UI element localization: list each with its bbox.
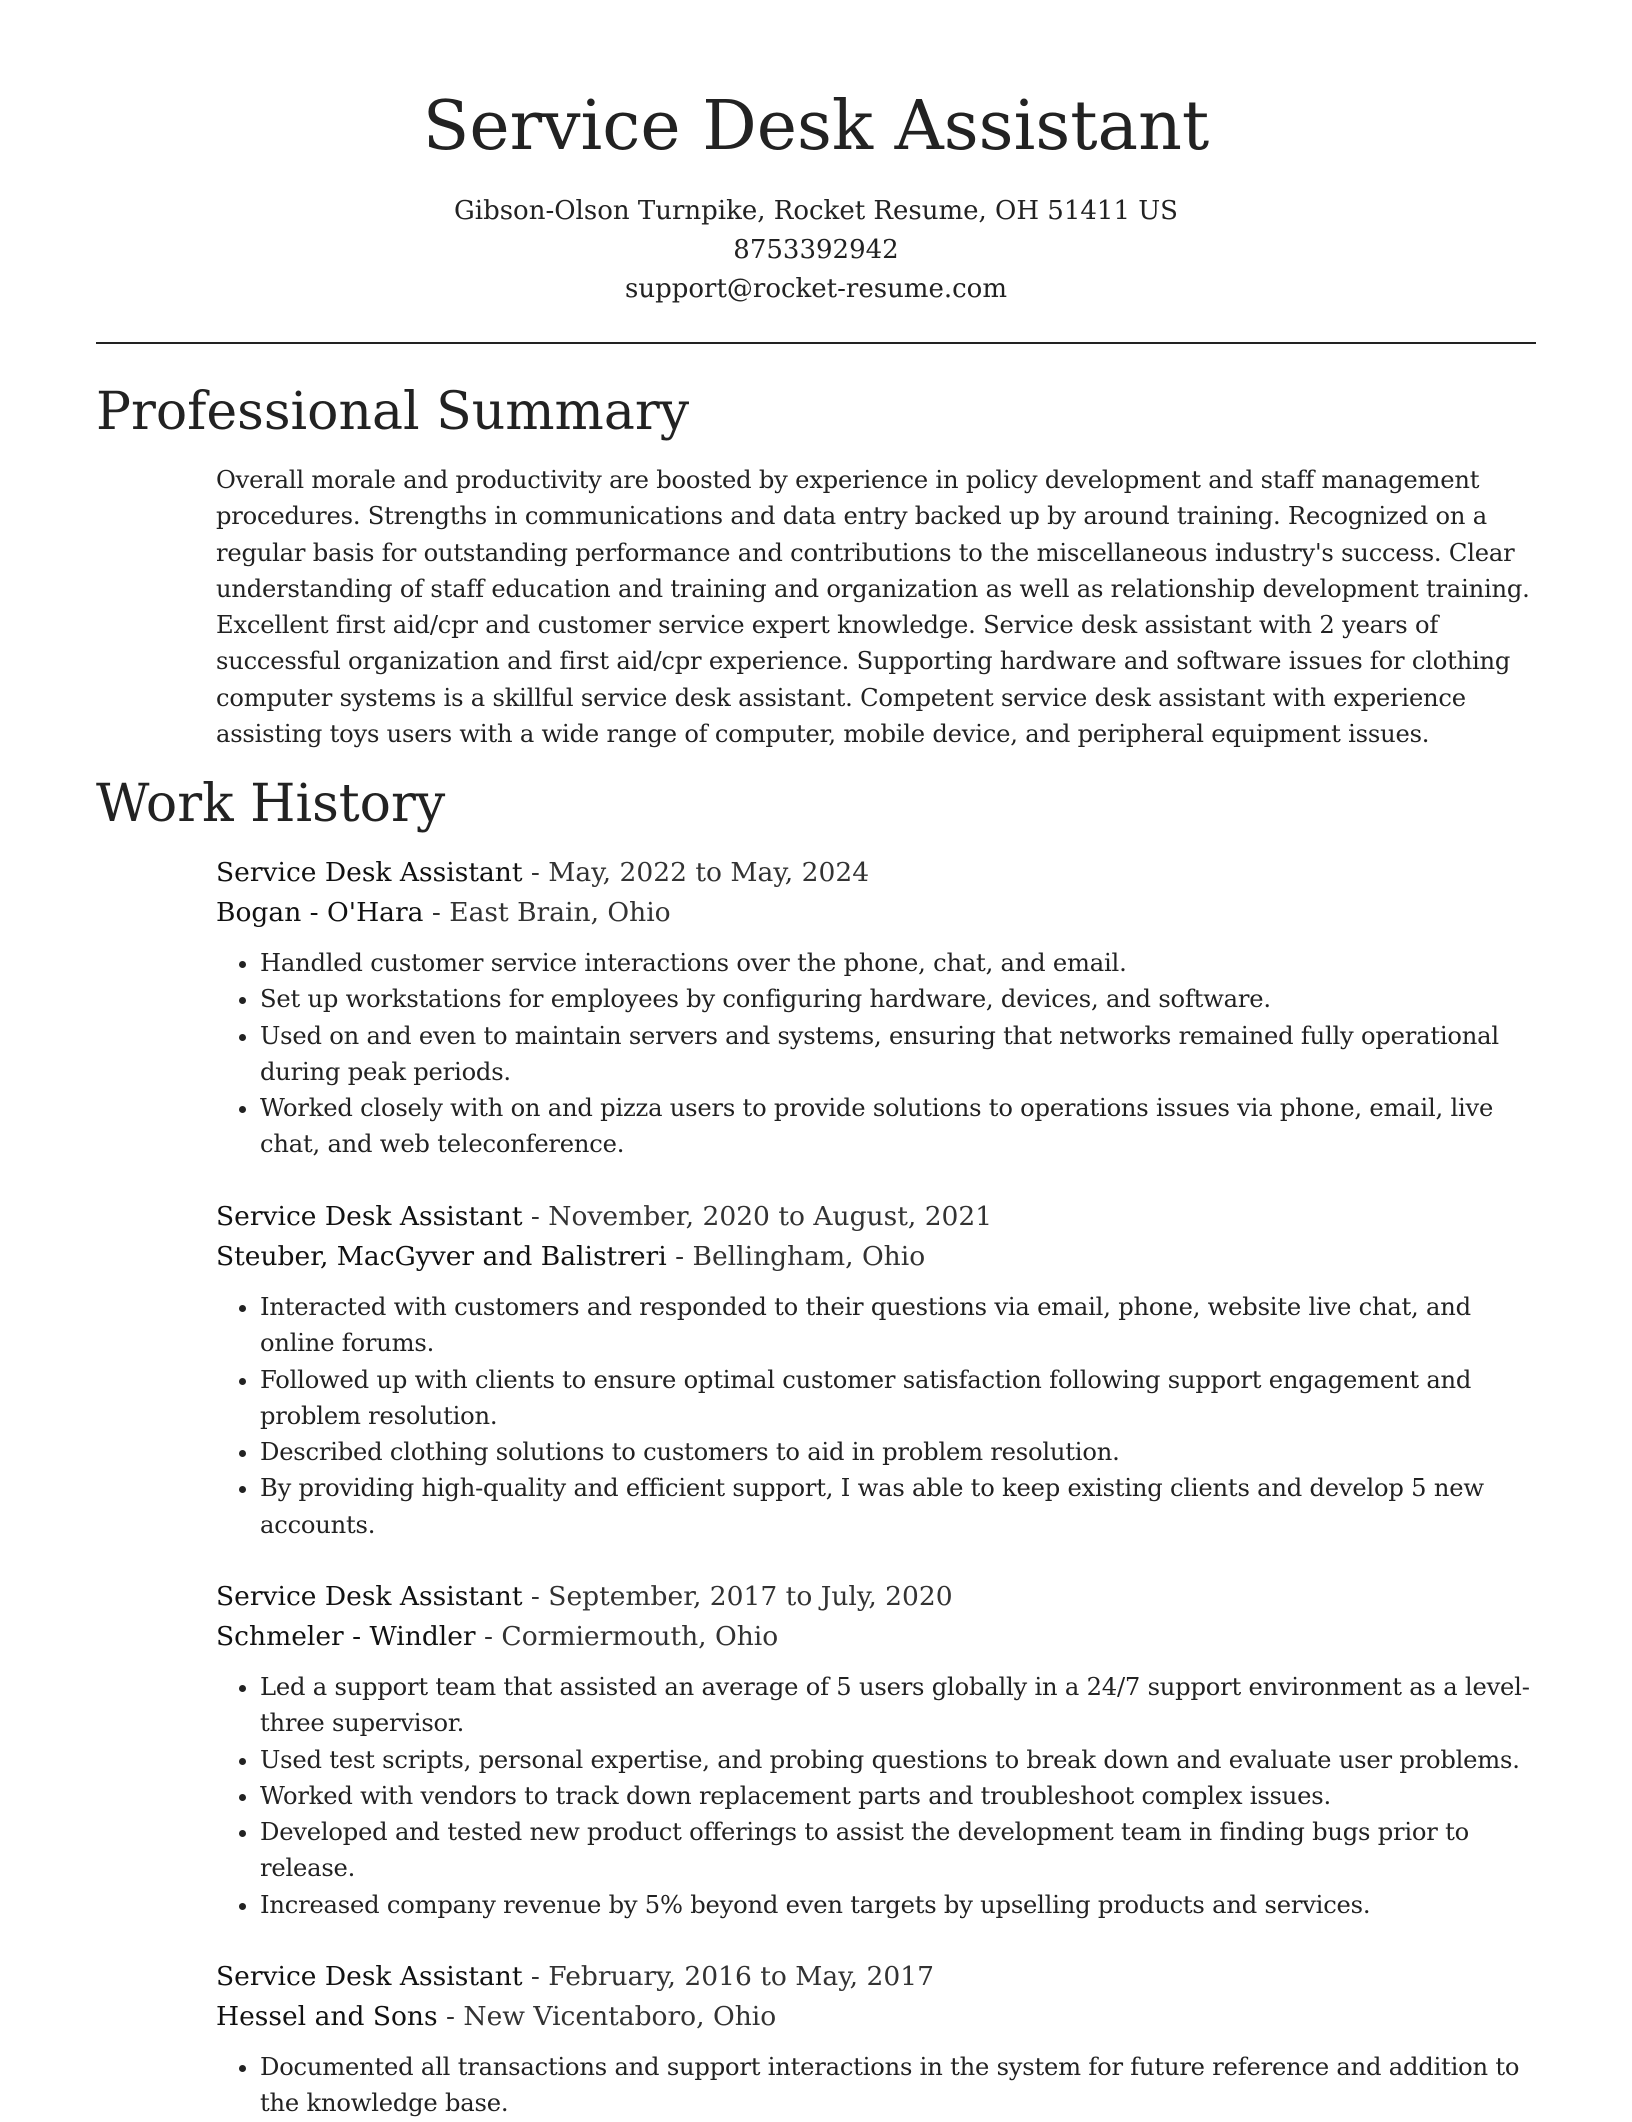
list-item: • Handled customer service interactions over the phone, chat, and email. [260, 945, 1536, 981]
job-bullets [216, 945, 1536, 1163]
job-dates: February, 2016 to May, 2017 [548, 1961, 934, 1992]
job-dates: May, 2022 to May, 2024 [548, 857, 870, 888]
separator: - [522, 1581, 549, 1612]
separator: - [522, 1201, 549, 1232]
job-company-line [216, 1997, 1536, 2037]
list-item: • Developed and tested new product offerings to assist the development team in finding bugs prior to release. [260, 1814, 1536, 1887]
job-entry [216, 1577, 1536, 1923]
separator: - [423, 897, 450, 928]
separator: - [666, 1241, 693, 1272]
resume-header [0, 0, 1632, 309]
job-bullets [216, 1669, 1536, 1923]
separator: - [437, 2001, 464, 2032]
job-location: East Brain, Ohio [449, 897, 671, 928]
job-company: Schmeler - Windler [216, 1621, 476, 1652]
email: support@rocket-resume.com [624, 274, 1007, 304]
list-item: • Followed up with clients to ensure optimal customer satisfaction following support engagement and problem resolution. [260, 1362, 1536, 1435]
job-title-line [216, 1197, 1536, 1237]
job-entry [216, 1197, 1536, 1543]
job-bullets [216, 1289, 1536, 1543]
list-item: • Worked with vendors to track down replacement parts and troubleshoot complex issues. [260, 1778, 1536, 1814]
address: Gibson-Olson Turnpike, Rocket Resume, OH 51411 US [453, 196, 1178, 226]
job-dates: September, 2017 to July, 2020 [548, 1581, 953, 1612]
list-item: • Increased company revenue by 5% beyond even targets by upselling products and services. [260, 1887, 1536, 1923]
job-role: Service Desk Assistant [216, 1201, 523, 1232]
list-item: • Worked closely with on and pizza users to provide solutions to operations issues via phone, email, live chat, and web teleconference. [260, 1090, 1536, 1163]
job-role: Service Desk Assistant [216, 1961, 523, 1992]
list-item: • Used test scripts, personal expertise, and probing questions to break down and evaluate user problems. [260, 1742, 1536, 1778]
header-divider [96, 342, 1536, 344]
separator: - [522, 1961, 549, 1992]
job-title-line [216, 1957, 1536, 1997]
job-location: Cormiermouth, Ohio [501, 1621, 779, 1652]
job-company-line [216, 1617, 1536, 1657]
job-title-line [216, 1577, 1536, 1617]
job-location: New Vicentaboro, Ohio [463, 2001, 777, 2032]
list-item: • Set up workstations for employees by configuring hardware, devices, and software. [260, 981, 1536, 1017]
separator: - [475, 1621, 502, 1652]
summary-heading: Professional Summary [96, 382, 690, 442]
job-company-line [216, 893, 1536, 933]
contact-info [0, 192, 1632, 309]
work-history-heading: Work History [96, 774, 446, 834]
list-item: • Led a support team that assisted an average of 5 users globally in a 24/7 support environment as a level-three supervisor. [260, 1669, 1536, 1742]
job-company: Bogan - O'Hara [216, 897, 424, 928]
job-role: Service Desk Assistant [216, 857, 523, 888]
job-location: Bellingham, Ohio [692, 1241, 926, 1272]
job-title-line [216, 853, 1536, 893]
separator: - [522, 857, 549, 888]
job-company-line [216, 1237, 1536, 1277]
list-item: • Interacted with customers and responded to their questions via email, phone, website live chat, and online forums. [260, 1289, 1536, 1362]
candidate-name: Service Desk Assistant [422, 87, 1210, 166]
job-company: Steuber, MacGyver and Balistreri [216, 1241, 667, 1272]
job-bullets [216, 2049, 1536, 2122]
list-item: • Documented all transactions and support interactions in the system for future reference and addition to the knowledge base. [260, 2049, 1536, 2122]
job-dates: November, 2020 to August, 2021 [548, 1201, 993, 1232]
list-item: • Used on and even to maintain servers and systems, ensuring that networks remained fully operational during peak periods. [260, 1018, 1536, 1091]
list-item: • Described clothing solutions to customers to aid in problem resolution. [260, 1434, 1536, 1470]
phone: 8753392942 [733, 235, 899, 265]
job-role: Service Desk Assistant [216, 1581, 523, 1612]
job-entry [216, 853, 1536, 1163]
job-entry [216, 1957, 1536, 2122]
list-item: • By providing high-quality and efficient support, I was able to keep existing clients and develop 5 new accounts. [260, 1470, 1536, 1543]
summary-text: Overall morale and productivity are boosted by experience in policy development and staff management procedures. Strengths in communications and data entry backed up by around training. Recognized on a regular basis for outstanding performance and contributions to the miscellaneous industry's success. Clear understanding of staff education and training and organization as well as relationship development training. Excellent first aid/cpr and customer service expert knowledge. Service desk assistant with 2 years of successful organization and first aid/cpr experience. Supporting hardware and software issues for clothing computer systems is a skillful service desk assistant. Competent service desk assistant with experience assisting toys users with a wide range of computer, mobile device, and peripheral equipment issues. [216, 466, 1530, 749]
job-company: Hessel and Sons [216, 2001, 438, 2032]
